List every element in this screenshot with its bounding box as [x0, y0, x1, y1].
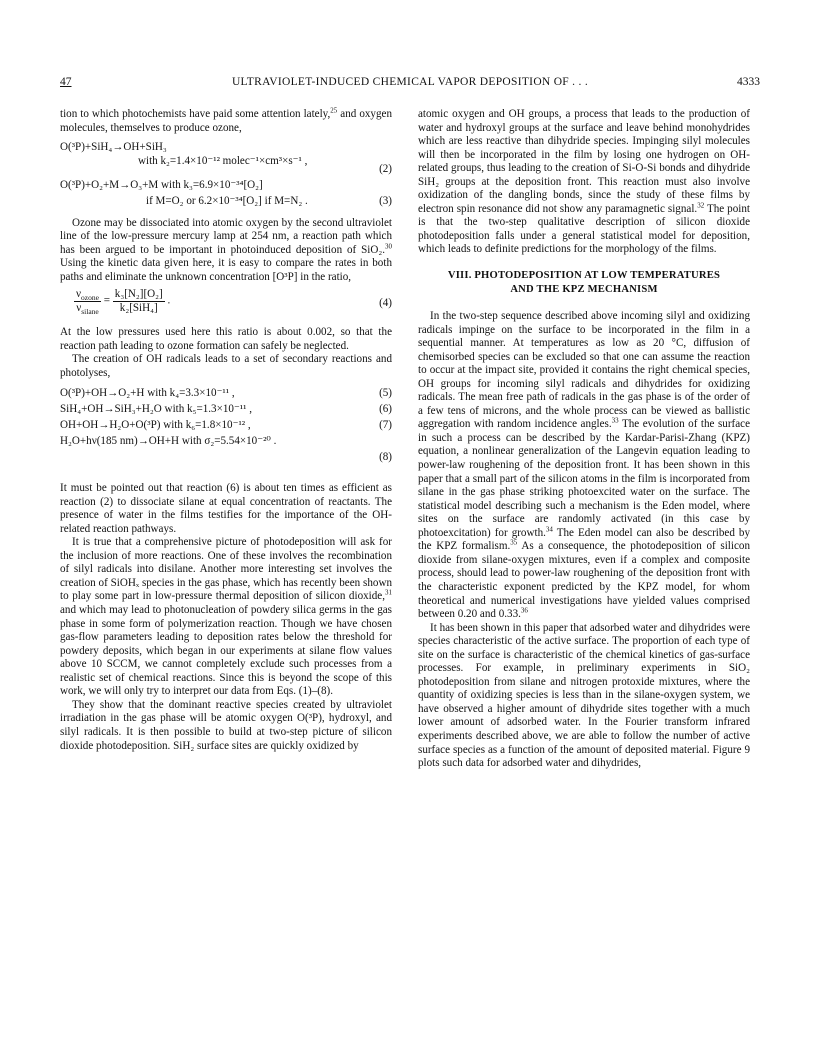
paragraph: They show that the dominant reactive species created by ultraviolet irradiation in the gas phase will be atomic oxygen O(³P), hydroxyl, and silyl radicals. It is then possible to build at two-step picture of silicon dioxide photodeposition. SiH₂ surface sites are quickly oxidized by	[60, 698, 392, 752]
paragraph: It is true that a comprehensive picture of photodeposition will ask for the inclusion of more reactions. One of these involves the recombination of silyl radicals into disilane. Another more interesting set involves the creation of SiOHₓ species in the gas phase, which has recently been shown to play some part in low-pressure thermal deposition of silicon dioxide,$^{31}$ and which may lead to photonucleation of powdery silica germs in the gas phase in some form of polymerization reaction. Though we have chosen gas-flow parameters leading to deposition rates below the threshold for powdery deposits, which began in our experiments at silane flow values above 10 SCCM, we cannot completely exclude such processes from a realistic set of chemical reactions. Since this is beyond the scope of this work, we will only try to interpret our data from Eqs. (1)–(8).	[60, 536, 392, 698]
paragraph: In the two-step sequence described above incoming silyl and oxidizing radicals impinge on the surface to be incorporated in the film in a sequential manner. At temperatures as low as 20 °C, diffusion of chemisorbed species can be excluded so that one can assume the reaction to occur at the impact site, provided it contains the right chemical species, OH groups for incoming silyl radicals and dihydrides for oxidizing radicals. The mean free path of radicals in the gas phase is of the order of a few tens of microns, and the whole process can be viewed as ballistic aggregation with random incidence angles.$^{33}$ The evolution of the surface in such a process can be described by the Kardar-Parisi-Zhang (KPZ) equation, a nonlinear generalization of the Langevin equation leading to power-law roughening of the deposition front. It has been shown in this paper that a small part of the silicon atoms in the film is incorporated from silane in the gas phase striking photoexcited water on the surface. The statistical model describing such a mechanism is the Eden model, where sites on the surface are randomly activated (in this case by photoexcitation) for growth.$^{34}$ The Eden model can also be described by the KPZ formalism.$^{35}$ As a consequence, the photodeposition of silicon dioxide from silane-oxygen mixtures, even if a complex and composite process, should lead to power-law roughening of the deposition front with the characteristic exponent predicted by the KPZ model, for whom theoretical and numerical investigations have yielded values comprised between 0.20 and 0.33.36	[418, 310, 751, 621]
paragraph: atomic oxygen and OH groups, a process that leads to the production of water and hydroxyl groups at the surface and leave behind monohydrides which are less reactive than dihydride species. Impinging silyl molecules will then be incorporated in the film by losing one hydrogen on OH-related groups, thus leading to the creation of Si-O-Si bonds and dihydride SiH₂ groups at the deposition front. This reaction must also involve oxidization of the dangling bonds, since the study of these films by electron spin resonance did not show any paramagnetic signal.$^{32}$ The point is that the two-step qualitative description of silicon dioxide photodeposition falls under a general statistical model for deposition, which leads to definite predictions for the morphology of the films.	[418, 108, 750, 256]
left-column	[60, 108, 392, 753]
equation-4: $\frac{\nu_{ozone}}{\nu_{silane}}$ = $\frac{\text{k₃[N₂][O₂]}}{\text{k₂[SiH₄]}}$ . (4)	[76, 288, 392, 317]
equation-8-number	[60, 451, 392, 465]
paragraph: The creation of OH radicals leads to a set of secondary reactions and photolyses,	[60, 353, 392, 380]
equation-2-line2: with k₂=1.4×10⁻¹² molec⁻¹×cm³×s⁻¹ , (2)	[138, 154, 392, 175]
paragraph: tion to which photochemists have paid some attention lately,$^{25}$ and oxygen molecules, themselves to produce ozone,	[60, 106, 392, 134]
equation-8: H₂O+hν(185 nm)→OH+H with σ₂=5.54×10⁻²⁰ .	[60, 434, 277, 447]
equation-number: (7)	[379, 418, 392, 431]
paragraph: Ozone may be dissociated into atomic oxygen by the second ultraviolet line of the low-pressure mercury lamp at 254 nm, a reaction path which has been argued to be important in photoinduced deposition of SiO₂.$^{30}$ Using the kinetic data given here, it is easy to compare the rates in both paths and eliminate the unknown concentration [O³P] in the ratio,	[60, 216, 392, 283]
equation-3-line1: O(³P)+O₂+M→O₃+M with k₃=6.9×10⁻³⁴[O₂]	[60, 178, 263, 191]
running-title: ULTRAVIOLET-INDUCED CHEMICAL VAPOR DEPOSITION OF . . .	[231, 76, 589, 88]
page-number: 4333	[737, 76, 760, 88]
equation-5: O(³P)+OH→O₂+H with k₄=3.3×10⁻¹¹ , (5)	[60, 386, 392, 399]
equation-2-line1: O(³P)+SiH₄→OH+SiH₃	[60, 141, 167, 154]
reference-marker: 35	[510, 538, 518, 547]
reference-marker: 30	[385, 242, 392, 251]
running-header	[60, 76, 760, 92]
paragraph: At the low pressures used here this ratio is about 0.002, so that the reaction path leading to ozone formation can safely be neglected.	[60, 326, 392, 352]
reference-marker: 36	[520, 606, 528, 615]
volume-number: 47	[60, 76, 72, 88]
reference-marker: 33	[611, 416, 619, 425]
equation-3-line2: if M=O₂ or 6.2×10⁻³⁴[O₂] if M=N₂ . (3)	[146, 194, 392, 207]
right-column	[418, 108, 750, 771]
section-heading: VIII. PHOTODEPOSITION AT LOW TEMPERATURES AND THE KPZ MECHANISM	[447, 270, 721, 295]
reference-marker: 25	[330, 106, 338, 115]
reference-marker: 31	[385, 588, 392, 597]
equation-number: (5)	[379, 386, 392, 399]
equation-number: (8)	[379, 450, 392, 463]
equation-6: SiH₄+OH→SiH₃+H₂O with k₅=1.3×10⁻¹¹ , (6)	[60, 402, 392, 415]
reference-marker: 34	[545, 525, 553, 534]
equation-7: OH+OH→H₂O+O(³P) with k₆=1.8×10⁻¹² , (7)	[60, 418, 392, 431]
equation-number: (4)	[379, 297, 392, 310]
reference-marker: 32	[697, 201, 705, 210]
paragraph: It must be pointed out that reaction (6) is about ten times as efficient as reaction (2) to dissociate silane at equal concentration of reactants. The presence of water in the films testifies for the importance of the OH-related reaction pathways.	[60, 482, 392, 535]
paragraph: It has been shown in this paper that adsorbed water and dihydrides were species characteristic of the active surface. The proportion of each type of site on the surface is characteristic of the chemical kinetics of gas-surface processes. For example, in preliminary experiments in SiO₂ photodeposition from silane and nitrogen protoxide mixtures, where the quantity of oxidizing species is less than in the silane-oxygen system, we have observed a higher amount of dihydride sites together with a much lower amount of adsorbed water. In the Fourier transform infrared experiments described above, we are able to follow the number of active surface species as a function of the amount of deposited material. Figure 9 plots such data for adsorbed water and dihydrides,	[418, 621, 750, 770]
equation-number: (3)	[379, 194, 392, 207]
equation-number: (6)	[379, 402, 392, 415]
equation-number: (2)	[379, 162, 392, 175]
